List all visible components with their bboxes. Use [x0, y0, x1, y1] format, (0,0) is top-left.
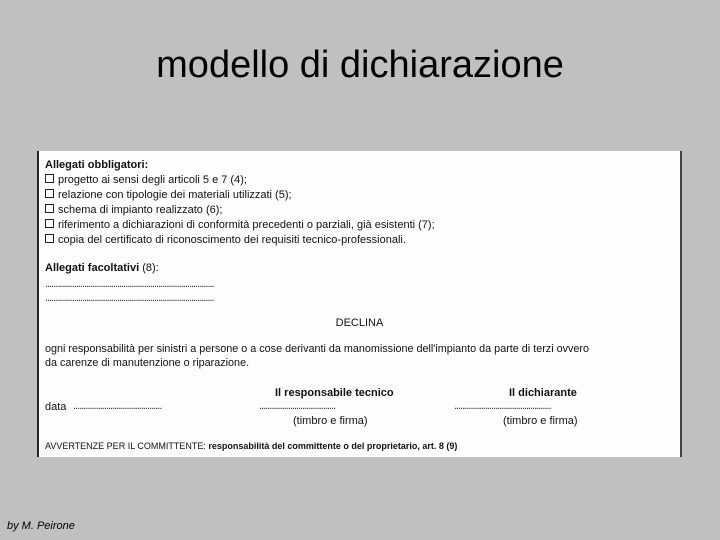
checkbox-icon: [45, 174, 54, 183]
checkbox-icon: [45, 219, 54, 228]
data-dotted-line: ...........................................: [73, 400, 162, 412]
list-item-label: schema di impianto realizzato (6);: [58, 204, 223, 216]
dotted-line: ..................................................................................: [45, 292, 214, 304]
list-item-label: copia del certificato di riconoscimento dei requisiti tecnico-professionali.: [58, 234, 406, 246]
author-credit: by M. Peirone: [7, 520, 75, 532]
checkbox-icon: [45, 234, 54, 243]
tecnico-timbro-note: (timbro e firma): [293, 415, 368, 427]
dichiarante-timbro-note: (timbro e firma): [503, 415, 578, 427]
declina-heading-text: DECLINA: [335, 317, 384, 329]
declaration-document: [37, 151, 682, 457]
allegati-obbligatori-heading: Allegati obbligatori:: [45, 159, 149, 171]
list-item: [45, 204, 222, 216]
list-item-label: relazione con tipologie dei materiali utilizzati (5);: [58, 189, 292, 201]
slide-title: modello di dichiarazione: [156, 44, 564, 86]
list-item: [45, 189, 292, 201]
declina-text-line2: da carenze di manutenzione o riparazione.: [45, 357, 250, 369]
responsabile-tecnico-label: Il responsabile tecnico: [275, 387, 394, 399]
list-item-label: progetto ai sensi degli articoli 5 e 7 (4);: [58, 174, 247, 186]
list-item: [45, 174, 247, 186]
list-item: [45, 234, 406, 246]
checkbox-icon: [45, 204, 54, 213]
allegati-facoltativi: [45, 262, 159, 274]
avvertenze-label: AVVERTENZE PER IL COMMITTENTE:: [45, 441, 206, 451]
allegati-facoltativi-heading: Allegati facoltativi: [45, 262, 140, 274]
dotted-line: ..................................................................................: [45, 278, 214, 290]
data-label: data: [45, 401, 67, 413]
allegati-facoltativi-note: (8):: [142, 262, 159, 274]
avvertenze-text: responsabilità del committente o del proprietario, art. 8 (9): [208, 441, 458, 451]
dichiarante-dotted-line: ...............................................: [454, 400, 551, 412]
list-item: [45, 219, 435, 231]
dichiarante-label: Il dichiarante: [509, 387, 577, 399]
declina-heading: [39, 317, 680, 329]
avvertenze: [45, 441, 457, 451]
tecnico-dotted-line: .....................................: [259, 400, 336, 412]
declina-text-line1: ogni responsabilità per sinistri a persone o a cose derivanti da manomissione dell'impianto da parte di terzi ovvero: [45, 343, 589, 355]
checkbox-icon: [45, 189, 54, 198]
list-item-label: riferimento a dichiarazioni di conformità precedenti o parziali, già esistenti (7);: [58, 219, 435, 231]
